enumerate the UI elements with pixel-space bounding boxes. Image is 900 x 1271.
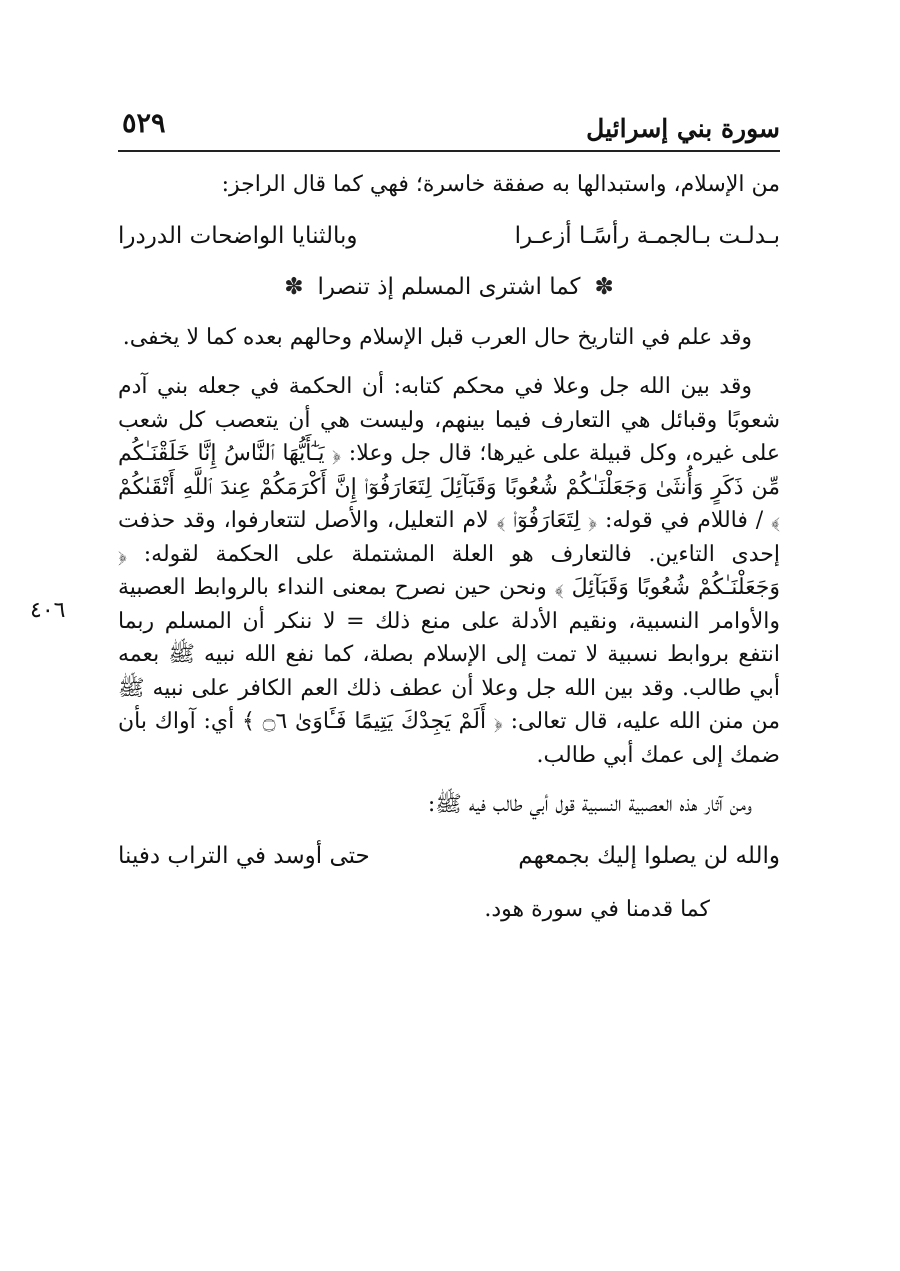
page-number: ٥٢٩ [122,108,166,139]
poem-line-2 [118,271,780,305]
asterisk-ornament-icon: ✽ [594,274,614,300]
page-header [118,100,780,152]
poem-line-3 [118,840,780,874]
paragraph-closing: كما قدمنا في سورة هود. [484,897,710,922]
paragraph-history: وقد علم في التاريخ حال العرب قبل الإسلام وحالهم بعده كما لا يخفى. [122,324,752,350]
asterisk-ornament-icon: ✽ [284,274,304,300]
poem-line-2-text: كما اشترى المسلم إذ تنصرا [317,274,581,300]
page-body [118,168,780,927]
poem-line-3-second-hemistich: حتى أوسد في التراب دفينا [118,842,370,869]
poem-line-1-second-hemistich: وبالثنايا الواضحات الدردرا [118,222,358,249]
margin-page-reference: ٤٠٦ [30,598,66,623]
surah-title: سورة بني إسرائيل [586,114,780,143]
poem-line-1-first-hemistich: بـدلـت بـالجمـة رأسًـا أزعـرا [514,222,780,249]
paragraph-wisdom: وقد بين الله جل وعلا في محكم كتابه: أن الحكمة في جعله بني آدم شعوبًا وقبائل هي التعارف فيما بينهم، وليست هي أن يتعصب كل شعب على غيره، وكل قبيلة على غيرها؛ قال جل وعلا: ﴿ يَـٰٓأَيُّهَا ٱلنَّاسُ إِنَّا خَلَقْنَـٰكُم مِّن ذَكَرٍ وَأُنثَىٰ وَجَعَلْنَـٰكُمْ شُعُوبًا وَقَبَآئِلَ لِتَعَارَفُوٓا۟ إِنَّ أَكْرَمَكُمْ عِندَ ٱللَّهِ أَتْقَىٰكُمْ ﴾ / فاللام في قوله: ﴿ لِتَعَارَفُوٓا۟ ﴾ لام التعليل، والأصل لتتعارفوا، وقد حذفت إحدى التاءين. فالتعارف هو العلة المشتملة على الحكمة لقوله: ﴿ وَجَعَلْنَـٰكُمْ شُعُوبًا وَقَبَآئِلَ ﴾ ونحن حين نصرح بمعنى النداء بالروابط العصبية والأوامر النسبية، ونقيم الأدلة على منع ذلك = لا ننكر أن المسلم ربما انتفع بروابط نسبية لا تمت إلى الإسلام بصلة، كما نفع الله نبيه ﷺ بعمه أبي طالب. وقد بين الله جل وعلا أن عطف ذلك العم الكافر على نبيه ﷺ من منن الله عليه، قال تعالى: ﴿ أَلَمْ يَجِدْكَ يَتِيمًا فَـَٔاوَىٰ ۝٦ ﴾ أي: آواك بأن ضمك إلى عمك أبي طالب. [118,374,780,768]
paragraph-intro: من الإسلام، واستبدالها به صفقة خاسرة؛ فهي كما قال الراجز: [221,172,780,197]
poem-line-1 [118,220,780,254]
paragraph-abu-talib: ومن آثار هذه العصبية النسبية قول أبي طالب فيه ﷺ: [427,792,752,817]
poem-line-3-first-hemistich: والله لن يصلوا إليك بجمعهم [518,842,780,869]
